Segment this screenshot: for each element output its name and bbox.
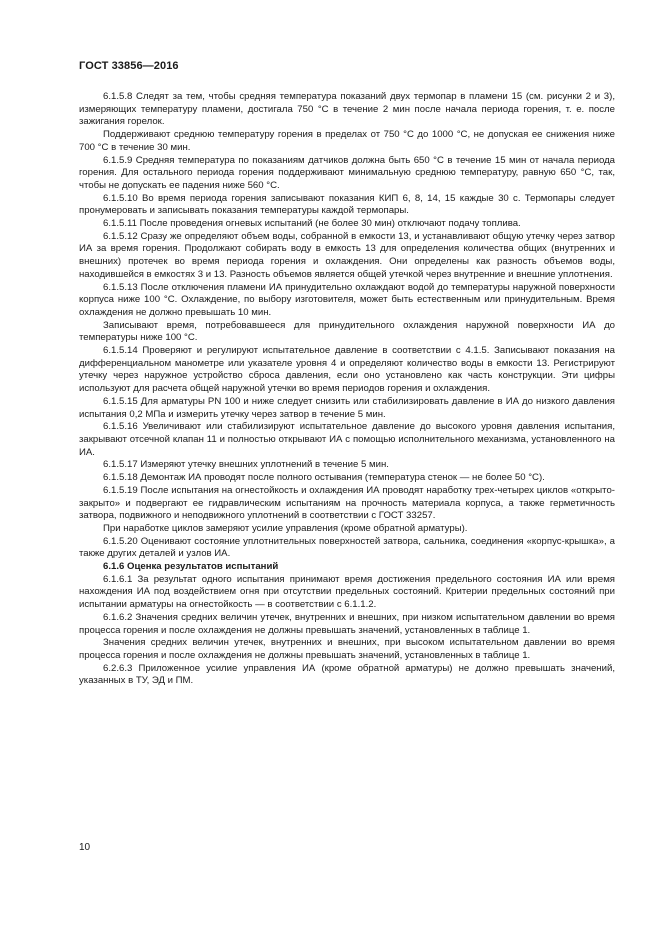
paragraph-6-1-5-14: 6.1.5.14 Проверяют и регулируют испытательное давление в соответствии с 4.1.5. Записывают показания на дифференциальном манометре или указателе уровня 4 и определяют количество воды в емкости 13. Регистрируют утечку через наружное устройство сброса давления, если оно установлено как часть конструкции. Эти цифры используют для расчета общей наружной утечки во время периодов горения и охлаждения. (79, 345, 615, 395)
paragraph-6-1-5-12: 6.1.5.12 Сразу же определяют объем воды, собранной в емкости 13, и устанавливают общую утечку через затвор ИА за время горения. Продолжают собирать воду в емкость 13 для определения количества общих (внутренних и внешних) протечек во время периода горения и охлаждения. Они определены как разность объемов воды, находившейся в емкостях 3 и 13. Разность объемов является общей утечкой через внутренние и внешние уплотнения. (79, 230, 615, 280)
paragraph-6-1-5-19: 6.1.5.19 После испытания на огнестойкость и охлаждения ИА проводят наработку трех-четырех циклов «открыто-закрыто» и подвергают ее гидравлическим испытаниям на прочность материала корпуса, а также герметичность затвора, подвижного и неподвижного уплотнений в соответствии с ГОСТ 33257. (79, 484, 615, 522)
paragraph-6-1-5-18: 6.1.5.18 Демонтаж ИА проводят после полного остывания (температура стенок — не более 50 °С). (103, 472, 545, 484)
paragraph-cooling-time: Записывают время, потребовавшееся для принудительного охлаждения наружной поверхности ИА до температуры ниже 100 °С. (79, 319, 615, 344)
paragraph-6-1-5-10: 6.1.5.10 Во время периода горения записывают показания КИП 6, 8, 14, 15 каждые 30 с. Термопары следует пронумеровать и записывать показания температуры каждой термопары. (79, 192, 615, 217)
paragraph-6-1-6-1: 6.1.6.1 За результат одного испытания принимают время достижения предельного состояния ИА или время нахождения ИА под воздействием огня при отсутствии предельных состояний. Критерии предельных состояний при испытании арматуры на огнестойкость — в соответствии с 6.1.1.2. (79, 573, 615, 611)
paragraph-6-1-5-11: 6.1.5.11 После проведения огневых испытаний (не более 30 мин) отключают подачу топлива. (103, 218, 521, 230)
paragraph-6-1-5-16: 6.1.5.16 Увеличивают или стабилизируют испытательное давление до высокого уровня давления испытания, закрывают отсечной клапан 11 и полностью открывают ИА с помощью исполнительного механизма, установленного на ИА. (79, 421, 615, 458)
paragraph-6-2-6-3: 6.2.6.3 Приложенное усилие управления ИА (кроме обратной арматуры) не должно превышать значений, указанных в ТУ, ЭД и ПМ. (79, 662, 615, 687)
paragraph-6-1-5-15: 6.1.5.15 Для арматуры PN 100 и ниже следует снизить или стабилизировать давление в ИА до низкого давления испытания 0,2 МПа и измерить утечку через затвор в течение 5 мин. (79, 395, 615, 420)
paragraph-6-1-5-9: 6.1.5.9 Средняя температура по показаниям датчиков должна быть 650 °С в течение 15 мин от начала периода горения. Для остального периода горения поддерживают минимальную среднюю температуру, равную 650 °С, так, чтобы не допускать ее падения ниже 560 °С. (79, 154, 615, 191)
paragraph-6-1-5-8: 6.1.5.8 Следят за тем, чтобы средняя температура показаний двух термопар в пламени 15 (см. рисунки 2 и 3), измеряющих температуру пламени, достигала 750 °С в течение 2 мин после начала периода горения, т. е. после зажигания горелок. (79, 91, 615, 128)
paragraph-6-1-5-13: 6.1.5.13 После отключения пламени ИА принудительно охлаждают водой до температуры наружной поверхности корпуса ниже 100 °С. Охлаждение, по выбору изготовителя, может быть естественным или принудительным. Время охлаждения не должно превышать 10 мин. (79, 281, 615, 318)
paragraph-6-1-5-20: 6.1.5.20 Оценивают состояние уплотнительных поверхностей затвора, сальника, соединения «корпус-крышка», а также других деталей и узлов ИА. (79, 535, 615, 560)
page-number: 10 (79, 842, 91, 853)
paragraph-6-1-6-2: 6.1.6.2 Значения средних величин утечек, внутренних и внешних, при низком испытательном давлении во время процесса горения и после охлаждения не должны превышать значений, установленных в таблице 1. (79, 611, 615, 636)
paragraph-cycles-force: При наработке циклов замеряют усилие управления (кроме обратной арматуры). (103, 522, 468, 534)
section-heading-6-1-6: 6.1.6 Оценка результатов испытаний (103, 561, 279, 573)
document-body (79, 91, 615, 688)
document-code: ГОСТ 33856—2016 (79, 60, 179, 72)
paragraph-6-1-5-17: 6.1.5.17 Измеряют утечку внешних уплотнений в течение 5 мин. (103, 459, 389, 471)
paragraph-high-pressure: Значения средних величин утечек, внутренних и внешних, при высоком испытательном давлении во время процесса горения и после охлаждения не должны превышать значений, установленных в таблице 1. (79, 637, 615, 661)
paragraph-temp-range: Поддерживают среднюю температуру горения в пределах от 750 °С до 1000 °С, не допуская ее снижения ниже 700 °С в течение 30 мин. (79, 129, 615, 153)
